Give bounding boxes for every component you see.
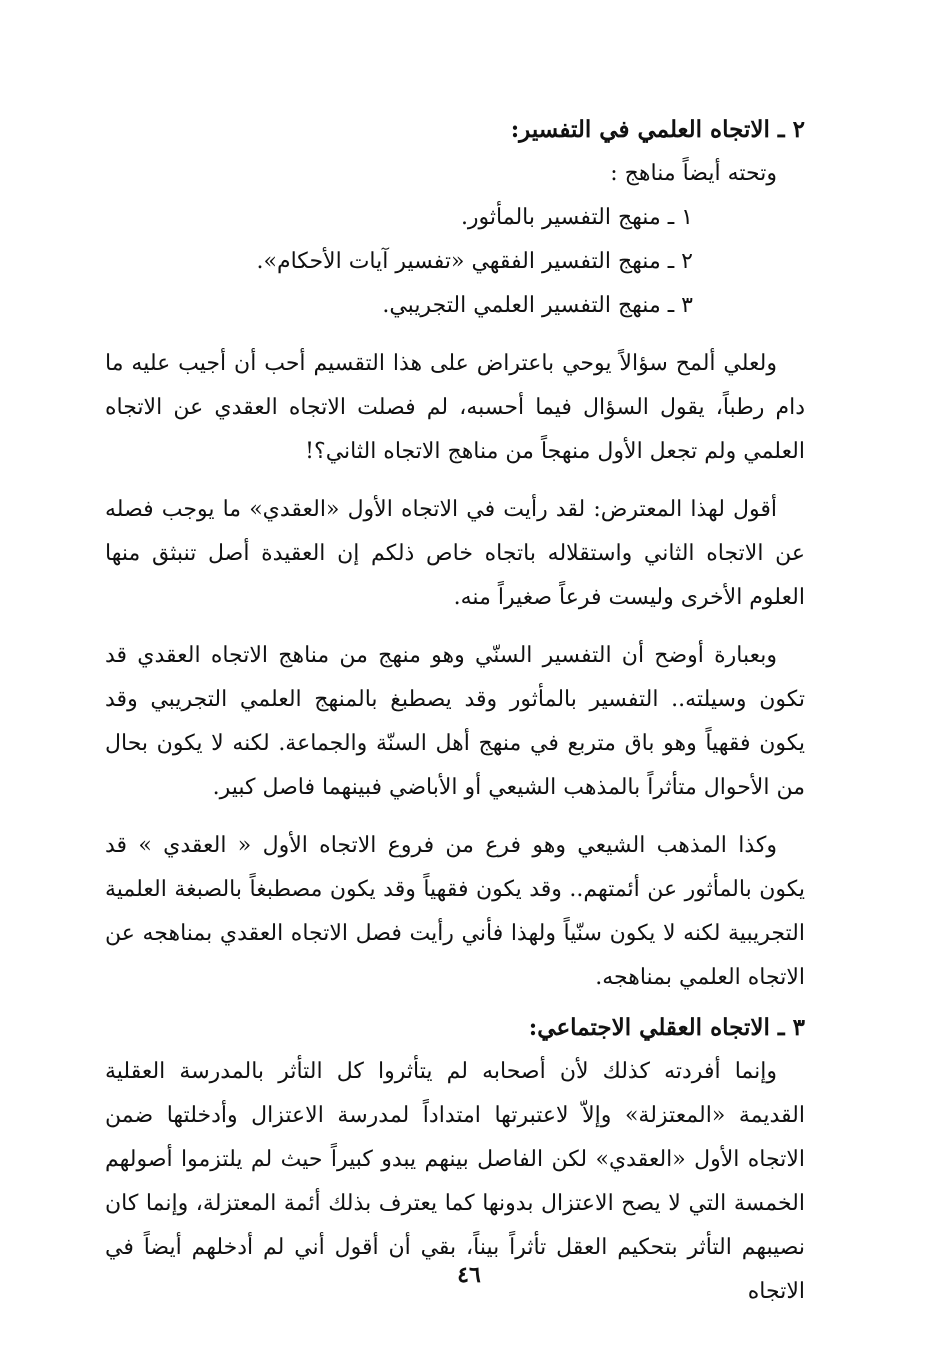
section-3-heading: ٣ ـ الاتجاه العقلي الاجتماعي: bbox=[528, 1014, 805, 1041]
spacer bbox=[105, 620, 805, 634]
spacer bbox=[105, 810, 805, 824]
method-item-2: ٢ ـ منهج التفسير الفقهي «تفسير آيات الأحكام». bbox=[256, 249, 693, 274]
paragraph-rational-social: وإنما أفردته كذلك لأن أصحابه لم يتأثروا كل التأثر بالمدرسة العقلية القديمة «المعتزلة» وإلاّ لاعتبرتها امتداداً لمدرسة الاعتزال وأدخلتها ضمن الاتجاه الأول «العقدي» لكن الفاصل بينهم يبدو كبيراً حيث لم يلتزموا أصولهم الخمسة التي لا يصح الاعتزال بدونها كما يعترف بذلك أئمة المعتزلة، وإنما كان نصيبهم التأثر بتحكيم العقل تأثراً بيناً، بقي أن أقول أني لم أدخلهم أيضاً في الاتجاه bbox=[105, 1059, 805, 1304]
page-body bbox=[105, 108, 805, 1314]
paragraph-reply: أقول لهذا المعترض: لقد رأيت في الاتجاه الأول «العقدي» ما يوجب فصله عن الاتجاه الثاني واستقلاله باتجاه خاص ذلكم إن العقيدة أصل تنبثق منها العلوم الأخرى وليست فرعاً صغيراً منه. bbox=[105, 497, 805, 610]
method-item-1: ١ ـ منهج التفسير بالمأثور. bbox=[460, 205, 693, 230]
section-2-intro: وتحته أيضاً مناهج : bbox=[610, 161, 777, 186]
section-2-heading: ٢ ـ الاتجاه العلمي في التفسير: bbox=[510, 116, 805, 143]
spacer bbox=[105, 328, 805, 342]
paragraph-objection: ولعلي ألمح سؤالاً يوحي باعتراض على هذا التقسيم أحب أن أجيب عليه ما دام رطباً، يقول السؤال فيما أحسبه، لم فصلت الاتجاه العقدي عن الاتجاه العلمي ولم تجعل الأول منهجاً من مناهج الاتجاه الثاني؟! bbox=[105, 351, 805, 464]
page-number: ٤٦ bbox=[457, 1262, 481, 1288]
paragraph-sunni-tafsir: وبعبارة أوضح أن التفسير السنّي وهو منهج من مناهج الاتجاه العقدي قد تكون وسيلته.. التفسير بالمأثور وقد يصطبغ بالمنهج العلمي التجريبي وقد يكون فقهياً وهو باق متربع في منهج أهل السنّة والجماعة. لكنه لا يكون بحال من الأحوال متأثراً بالمذهب الشيعي أو الأباضي فبينهما فاصل كبير. bbox=[105, 643, 805, 800]
paragraph-shia-school: وكذا المذهب الشيعي وهو فرع من فروع الاتجاه الأول « العقدي » قد يكون بالمأثور عن أئمتهم.. وقد يكون فقهياً وقد يكون مصطبغاً بالصبغة العلمية التجريبية لكنه لا يكون سنّياً ولهذا فأني رأيت فصل الاتجاه العقدي بمناهجه عن الاتجاه العلمي بمناهجه. bbox=[105, 833, 805, 990]
method-item-3: ٣ ـ منهج التفسير العلمي التجريبي. bbox=[382, 293, 693, 318]
spacer bbox=[105, 474, 805, 488]
